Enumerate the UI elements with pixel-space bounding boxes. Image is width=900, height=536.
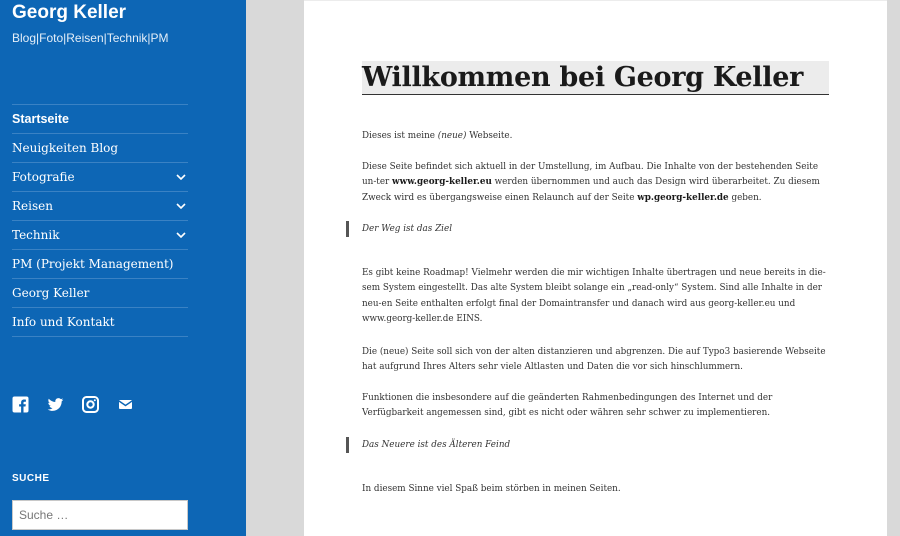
- nav-item-label: Technik: [12, 228, 60, 242]
- chevron-down-icon[interactable]: [174, 170, 188, 184]
- paragraph: Diese Seite befindet sich aktuell in der Umstellung, im Aufbau. Die Inhalte von der bestehenden Seite un-ter www.georg-keller.eu werden übernommen und auch das Design wird überarbeitet. Zu diesem Zweck wird es übergangsweise einen Relaunch auf der Seite wp.georg-keller.de geben.: [362, 162, 820, 203]
- paragraph: Dieses ist meine (neue) Webseite.: [362, 131, 513, 141]
- blockquote: Das Neuere ist des Älteren Feind: [346, 437, 510, 453]
- article: [304, 0, 887, 536]
- instagram-icon[interactable]: [82, 396, 99, 413]
- paragraph: Die (neue) Seite soll sich von der alten distanzieren und abgrenzen. Die auf Typo3 basierende Webseite hat aufgrund Ihres Alters sehr viele Altlasten und Daten die vor sich hinschlummern.: [362, 347, 826, 373]
- link-wp-georg-keller-de[interactable]: wp.georg-keller.de: [637, 192, 729, 203]
- nav-item-label: Neuigkeiten Blog: [12, 141, 119, 155]
- link-georg-keller-eu[interactable]: www.georg-keller.eu: [392, 177, 492, 188]
- twitter-icon[interactable]: [47, 396, 64, 413]
- search-input[interactable]: [12, 500, 188, 530]
- nav-item-label: Reisen: [12, 199, 53, 213]
- blockquote: Der Weg ist das Ziel: [346, 221, 452, 237]
- nav-item-label: Startseite: [12, 112, 69, 126]
- nav-item-label: Info und Kontakt: [12, 315, 115, 329]
- main-navigation: [12, 104, 188, 337]
- nav-item-fotografie[interactable]: [12, 163, 188, 192]
- nav-item-label: Fotografie: [12, 170, 75, 184]
- nav-item-technik[interactable]: [12, 221, 188, 250]
- paragraph: In diesem Sinne viel Spaß beim störben in meinen Seiten.: [362, 484, 621, 494]
- facebook-icon[interactable]: [12, 396, 29, 413]
- nav-item-label: Georg Keller: [12, 286, 90, 300]
- sidebar: [0, 0, 246, 536]
- nav-item-startseite[interactable]: [12, 105, 188, 134]
- site-description: Blog|Foto|Reisen|Technik|PM: [12, 31, 169, 45]
- search-widget-title: SUCHE: [12, 473, 50, 484]
- nav-item-georg-keller[interactable]: [12, 279, 188, 308]
- nav-item-neuigkeiten-blog[interactable]: [12, 134, 188, 163]
- page-title: Willkommen bei Georg Keller: [362, 61, 829, 95]
- nav-item-reisen[interactable]: [12, 192, 188, 221]
- mail-icon[interactable]: [117, 396, 134, 413]
- chevron-down-icon[interactable]: [174, 228, 188, 242]
- site-title[interactable]: Georg Keller: [12, 2, 127, 23]
- paragraph: Funktionen die insbesondere auf die geänderten Rahmenbedingungen des Internet und der Verfügbarkeit angemessen sind, gibt es nicht oder währen sehr schwer zu implementieren.: [362, 393, 773, 419]
- chevron-down-icon[interactable]: [174, 199, 188, 213]
- nav-item-label: PM (Projekt Management): [12, 257, 174, 271]
- nav-item-pm[interactable]: [12, 250, 188, 279]
- social-links: [12, 396, 134, 413]
- nav-item-info-kontakt[interactable]: [12, 308, 188, 337]
- paragraph: Es gibt keine Roadmap! Vielmehr werden die mir wichtigen Inhalte übertragen und neue bereits in die-sem System eingestellt. Das alte System bleibt solange ein „read-only“ System. Sind alle Inhalte in der neu-en Seite enthalten erfolgt final der Domaintransfer und danach wird aus georg-keller.eu und www.georg-keller.de EINS.: [362, 268, 826, 325]
